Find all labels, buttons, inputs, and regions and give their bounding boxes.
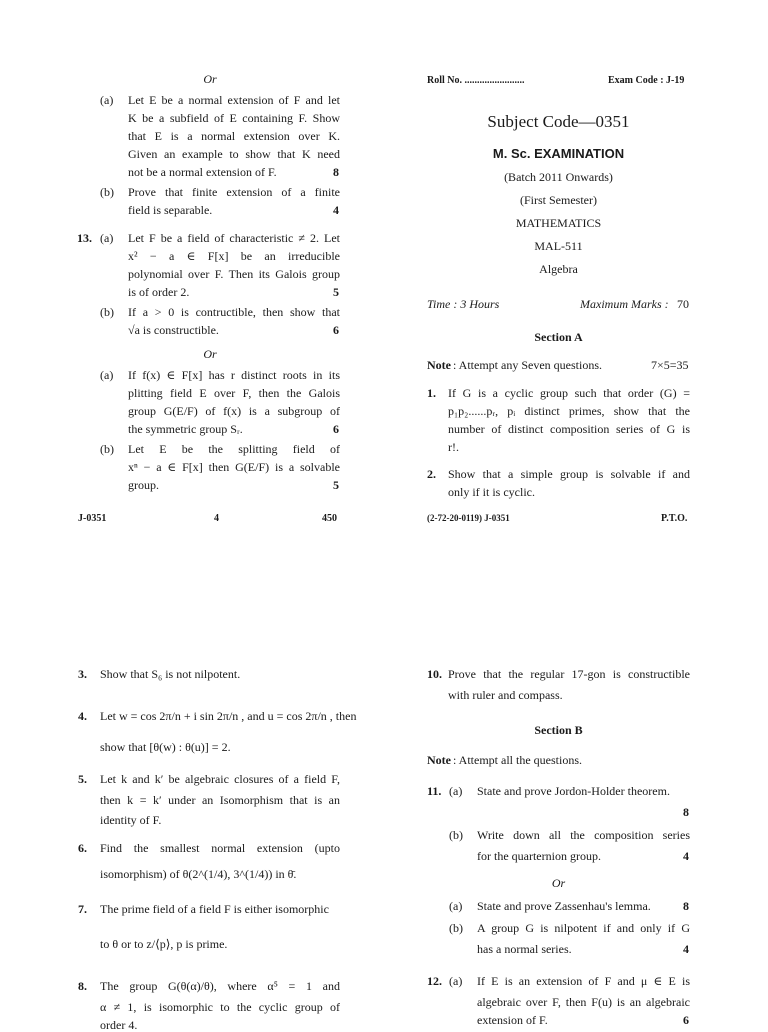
question-label: (b) [100, 305, 114, 319]
note-text: : Attempt any Seven questions. [453, 358, 602, 372]
subject-name: MATHEMATICS [515, 216, 602, 230]
paper-code: MAL-511 [534, 239, 583, 253]
question-number: 6. [78, 841, 87, 855]
question-line: If G is a cyclic group such that order (G) = [448, 386, 690, 400]
question-line: show that [θ(w) : θ(u)] = 2. [100, 740, 231, 754]
or-separator: Or [203, 347, 217, 361]
question-number: 12. [427, 974, 442, 988]
max-marks-value: 70 [677, 297, 689, 311]
question-line: K be a subfield of E containing F. Show [128, 111, 340, 125]
question-line: Let F be a field of characteristic ≠ 2. Let [128, 231, 340, 245]
question-line: algebraic over F, then F(u) is an algebraic [477, 995, 690, 1009]
footer-code: J-0351 [78, 513, 107, 524]
footer-pto: P.T.O. [661, 513, 688, 524]
question-label: (a) [449, 899, 463, 913]
marks: 4 [333, 203, 339, 217]
question-label: (b) [449, 921, 463, 935]
question-number: 11. [427, 784, 442, 798]
note-text: : Attempt all the questions. [453, 753, 582, 767]
question-line: Let E be a normal extension of F and let [128, 93, 340, 107]
note-marks: 7×5=35 [651, 358, 689, 372]
question-line: the symmetric group Sᵣ. [128, 422, 243, 436]
question-line: plitting field E over F, then the Galois [128, 386, 340, 400]
section-heading: Section A [534, 330, 583, 344]
max-marks-label: Maximum Marks : [580, 297, 669, 311]
question-line: identity of F. [100, 813, 162, 827]
note-label: Note [427, 358, 451, 372]
question-number: 10. [427, 667, 442, 681]
marks: 6 [333, 422, 339, 436]
question-line: then k = k′ under an Isomorphism that is an [100, 793, 340, 807]
question-number: 7. [78, 902, 87, 916]
question-line: xⁿ − a ∈ F[x] then G(E/F) is a solvable [128, 460, 340, 474]
marks: 8 [333, 165, 339, 179]
question-line: Show that S₆ is not nilpotent. [100, 667, 241, 681]
question-label: (b) [100, 442, 114, 456]
marks: 8 [683, 805, 689, 819]
question-line: polynomial over F. Then its Galois group [128, 267, 340, 281]
question-line: group. [128, 478, 159, 492]
marks: 5 [333, 478, 339, 492]
question-label: (a) [100, 368, 114, 382]
question-line: Prove that finite extension of a finite [128, 185, 340, 199]
batch: (Batch 2011 Onwards) [504, 170, 613, 184]
or-separator: Or [551, 876, 566, 890]
question-number: 4. [78, 709, 87, 723]
question-number: 3. [78, 667, 87, 681]
exam-title: M. Sc. EXAMINATION [492, 146, 625, 161]
question-number: 8. [78, 979, 87, 993]
question-line: extension of F. [477, 1013, 548, 1027]
roll-number: Roll No. ........................ [427, 75, 525, 86]
question-line: x² − a ∈ F[x] be an irreducible [128, 249, 340, 263]
question-line: A group G is nilpotent if and only if G [477, 921, 690, 935]
time-allowed: Time : 3 Hours [427, 297, 500, 311]
question-line: Prove that the regular 17-gon is constructible [448, 667, 690, 681]
question-line: field is separable. [128, 203, 213, 217]
exam-code: Exam Code : J-19 [608, 75, 685, 86]
paper-title: Algebra [539, 262, 578, 276]
question-line: α ≠ 1, is isomorphic to the cyclic group of [100, 1000, 340, 1014]
question-label: (b) [100, 185, 114, 199]
question-number: 13. [77, 231, 92, 245]
question-line: only if it is cyclic. [448, 485, 535, 499]
question-label: (a) [100, 93, 114, 107]
question-label: (a) [449, 784, 463, 798]
footer-code: (2-72-20-0119) J-0351 [427, 513, 510, 523]
question-label: (a) [449, 974, 463, 988]
question-number: 2. [427, 467, 436, 481]
footer-page-number: 4 [214, 513, 219, 524]
marks: 4 [683, 942, 689, 956]
marks: 6 [683, 1013, 689, 1027]
question-line: State and prove Zassenhau's lemma. [477, 899, 651, 913]
question-line: that E is a normal extension over K. [128, 129, 340, 143]
question-line: Let w = cos 2π/n + i sin 2π/n , and u = cos 2π/n , then [100, 709, 357, 723]
or-separator: Or [203, 72, 217, 86]
question-line: Write down all the composition series [477, 828, 690, 842]
question-line: is of order 2. [128, 285, 190, 299]
marks: 8 [683, 899, 689, 913]
question-label: (a) [100, 231, 114, 245]
section-heading: Section B [534, 723, 583, 737]
question-line: If a > 0 is contructible, then show that [128, 305, 340, 319]
question-line: has a normal series. [477, 942, 572, 956]
question-line: to θ or to z/⟨p⟩, p is prime. [100, 937, 228, 951]
question-line: Let E be the splitting field of [128, 442, 340, 456]
question-line: Given an example to show that K need [128, 147, 340, 161]
question-label: (b) [449, 828, 463, 842]
question-line: not be a normal extension of F. [128, 165, 277, 179]
question-line: √a is constructible. [128, 323, 219, 337]
question-line: number of distinct composition series of G is [448, 422, 690, 436]
question-number: 1. [427, 386, 436, 400]
question-line: Show that a simple group is solvable if and [448, 467, 690, 481]
subject-code: Subject Code—0351 [487, 112, 630, 131]
question-line: for the quarternion group. [477, 849, 601, 863]
question-line: If f(x) ∈ F[x] has r distinct roots in its [128, 368, 340, 382]
note-label: Note [427, 753, 451, 767]
question-number: 5. [78, 772, 87, 786]
question-line: with ruler and compass. [448, 688, 563, 702]
marks: 5 [333, 285, 339, 299]
marks: 6 [333, 323, 339, 337]
question-line: The prime field of a field F is either isomorphic [100, 902, 329, 916]
question-line: State and prove Jordon-Holder theorem. [477, 784, 670, 798]
question-line: p₁p₂......pᵣ, pᵢ distinct primes, show that the [448, 404, 690, 418]
semester: (First Semester) [520, 193, 597, 207]
marks: 4 [683, 849, 689, 863]
question-line: group G(E/F) of f(x) is a subgroup of [128, 404, 340, 418]
question-line: If E is an extension of F and μ ∈ E is [477, 974, 690, 988]
question-line: The group G(θ(α)/θ), where α⁵ = 1 and [100, 979, 340, 993]
question-line: Let k and k′ be algebraic closures of a field F, [100, 772, 340, 786]
footer-count: 450 [322, 513, 337, 524]
question-line: isomorphism) of θ(2^(1/4), 3^(1/4)) in θ̄. [100, 867, 297, 881]
question-line: r!. [448, 440, 459, 454]
question-line: Find the smallest normal extension (upto [100, 841, 340, 855]
question-line: order 4. [100, 1018, 138, 1032]
